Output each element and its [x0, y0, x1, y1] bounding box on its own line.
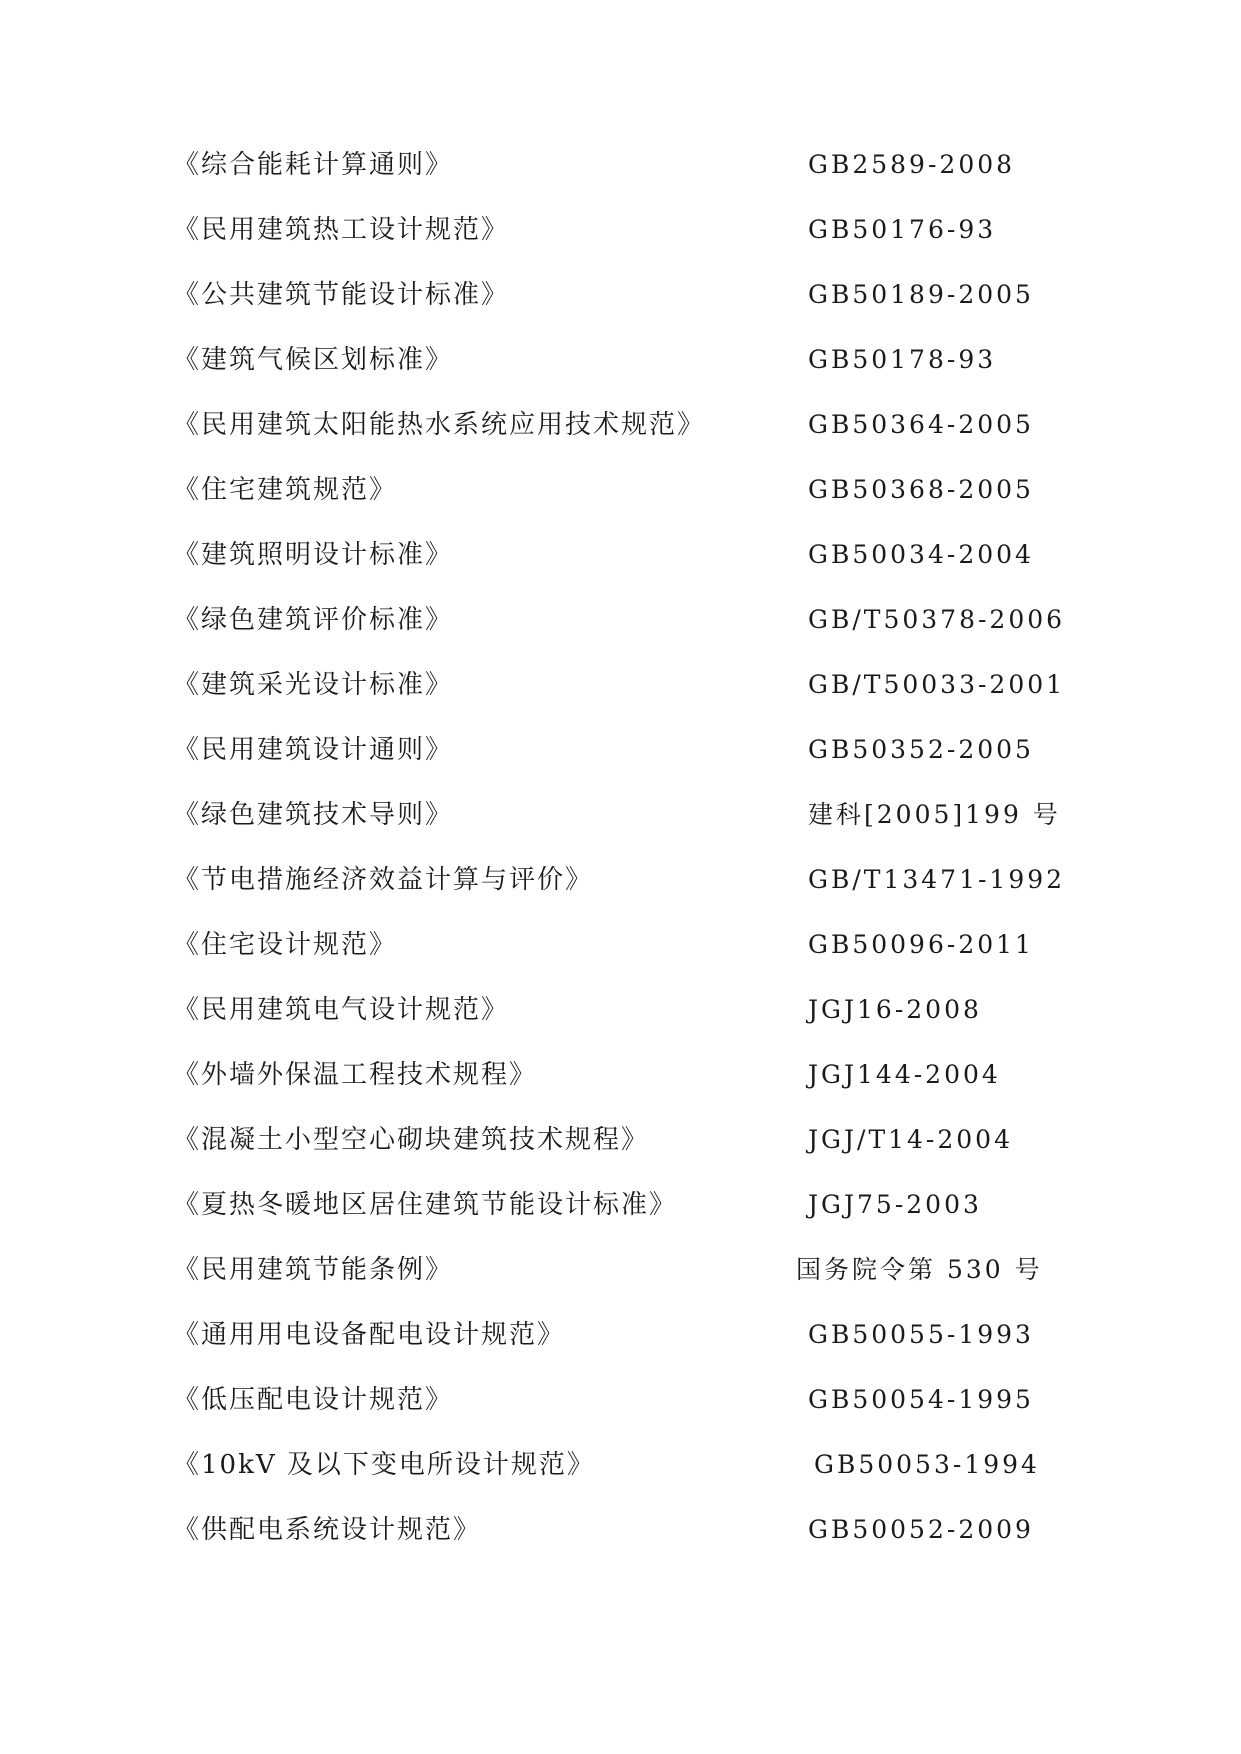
standard-title: 《建筑照明设计标准》	[173, 540, 454, 570]
list-item	[173, 668, 1073, 733]
standard-code: GB50096-2011	[808, 930, 1034, 959]
standard-title: 《综合能耗计算通则》	[173, 150, 454, 180]
list-item	[173, 1318, 1073, 1383]
list-item	[173, 928, 1073, 993]
standard-code: GB50052-2009	[808, 1515, 1034, 1544]
list-item	[173, 1058, 1073, 1123]
standard-title: 《供配电系统设计规范》	[173, 1515, 482, 1545]
standard-code: GB50178-93	[808, 345, 997, 374]
standard-title: 《混凝土小型空心砌块建筑技术规程》	[173, 1125, 650, 1155]
list-item	[173, 1383, 1073, 1448]
list-item	[173, 538, 1073, 603]
standard-code: GB2589-2008	[808, 150, 1016, 179]
standard-title: 《绿色建筑评价标准》	[173, 605, 454, 635]
list-item	[173, 798, 1073, 863]
list-item	[173, 1188, 1073, 1253]
list-item	[173, 473, 1073, 538]
standard-title: 《外墙外保温工程技术规程》	[173, 1060, 538, 1090]
list-item	[173, 733, 1073, 798]
standard-title: 《民用建筑节能条例》	[173, 1255, 454, 1285]
standard-code: JGJ/T14-2004	[808, 1125, 1013, 1154]
standard-code: GB/T50378-2006	[808, 605, 1066, 634]
standard-code: GB50364-2005	[808, 410, 1034, 439]
standard-code: JGJ144-2004	[808, 1060, 1001, 1089]
standard-code: GB/T50033-2001	[808, 670, 1066, 699]
standard-title: 《夏热冬暖地区居住建筑节能设计标准》	[173, 1190, 678, 1220]
standard-title: 《民用建筑电气设计规范》	[173, 995, 510, 1025]
standard-code: GB50189-2005	[808, 280, 1034, 309]
standard-title: 《民用建筑热工设计规范》	[173, 215, 510, 245]
list-item	[173, 603, 1073, 668]
standard-code: GB50034-2004	[808, 540, 1034, 569]
standard-code: GB/T13471-1992	[808, 865, 1066, 894]
standard-title: 《建筑气候区划标准》	[173, 345, 454, 375]
standard-code: GB50176-93	[808, 215, 997, 244]
standard-title: 《节电措施经济效益计算与评价》	[173, 865, 594, 895]
standard-title: 《建筑采光设计标准》	[173, 670, 454, 700]
standard-code: GB50368-2005	[808, 475, 1034, 504]
list-item	[173, 993, 1073, 1058]
list-item	[173, 213, 1073, 278]
list-item	[173, 148, 1073, 213]
list-item	[173, 1448, 1073, 1513]
standard-code: 建科[2005]199 号	[808, 800, 1061, 829]
list-item	[173, 343, 1073, 408]
list-item	[173, 1513, 1073, 1578]
standard-title: 《低压配电设计规范》	[173, 1385, 454, 1415]
standard-title: 《通用用电设备配电设计规范》	[173, 1320, 566, 1350]
standard-code: JGJ75-2003	[808, 1190, 982, 1219]
standard-code: GB50053-1994	[814, 1450, 1040, 1479]
standard-title: 《民用建筑设计通则》	[173, 735, 454, 765]
standard-code: GB50352-2005	[808, 735, 1034, 764]
standard-code: 国务院令第 530 号	[796, 1255, 1043, 1284]
standard-code: GB50055-1993	[808, 1320, 1034, 1349]
list-item	[173, 1253, 1073, 1318]
list-item	[173, 863, 1073, 928]
standard-code: GB50054-1995	[808, 1385, 1034, 1414]
standard-title: 《绿色建筑技术导则》	[173, 800, 454, 830]
standard-title: 《公共建筑节能设计标准》	[173, 280, 510, 310]
standard-title: 《住宅设计规范》	[173, 930, 398, 960]
standard-code: JGJ16-2008	[808, 995, 982, 1024]
list-item	[173, 1123, 1073, 1188]
list-item	[173, 408, 1073, 473]
standard-title: 《10kV 及以下变电所设计规范》	[173, 1450, 595, 1480]
standard-title: 《住宅建筑规范》	[173, 475, 398, 505]
list-item	[173, 278, 1073, 343]
standard-title: 《民用建筑太阳能热水系统应用技术规范》	[173, 410, 706, 440]
standards-list	[173, 148, 1073, 1578]
